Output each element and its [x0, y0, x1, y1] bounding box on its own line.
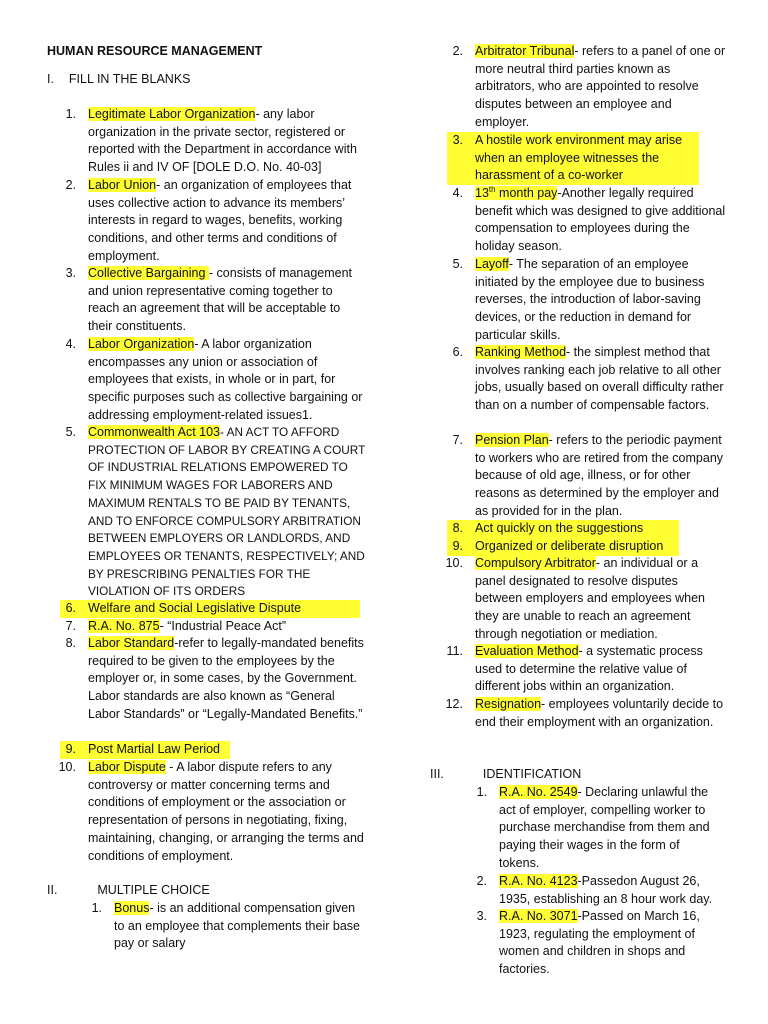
item-number: 4. [65, 337, 76, 351]
item-definition: - refers to a panel of one or more neutral third parties known as arbitrators, who are appointed to resolve disputes between an employee and employer. [475, 44, 726, 129]
item-number: 8. [65, 636, 76, 650]
item-number: 2. [452, 44, 463, 58]
item-number: 11. [446, 644, 463, 658]
item-definition: - refers to the periodic payment to workers who are retired from the company because of old age, illness, or for other reasons as determined by the employer and as provided for in the plan. [475, 433, 724, 518]
answer-text: month pay [495, 186, 558, 200]
item-definition: - AN ACT TO AFFORD PROTECTION OF LABOR BY CREATING A COURT OF INDUSTRIAL RELATIONS EMPOWERED TO FIX MINIMUM WAGES FOR LABORERS AND MAXIMUM RENTALS TO BE PAID BY TENANTS, AND TO ENFORCE COMPULSORY ARBITRATION BETWEEN EMPLOYERS OR LANDLORDS, AND EMPLOYEES OR TENANTS, RESPECTIVELY; AND BY PRESCRIBING PENALTIES FOR THE VIOLATION OF ITS ORDERS [88, 425, 366, 599]
item-number: 9. [65, 742, 76, 756]
item-number: 6. [65, 601, 76, 615]
section-heading-identification [430, 767, 581, 781]
section-heading-fill-in-blanks [47, 72, 191, 86]
answer-highlight: A hostile work environment may arise when an employee witnesses the harassment of a co-worker [475, 133, 683, 183]
item-number: 8. [452, 521, 463, 535]
item-number: 1. [476, 785, 487, 799]
document-title: HUMAN RESOURCE MANAGEMENT [47, 44, 263, 58]
item-number: 5. [65, 425, 76, 439]
answer-highlight: Labor Dispute [88, 760, 166, 774]
item-definition: -Another legally required benefit which was designed to give additional compensation to employees during the holiday season. [475, 186, 726, 254]
answer-highlight: Evaluation Method [475, 644, 579, 658]
item-definition: - Declaring unlawful the act of employer, compelling worker to purchase merchandise from them and paying their wages in the form of tokens. [499, 785, 710, 870]
answer-highlight: Arbitrator Tribunal [475, 44, 575, 58]
item-number: 9. [452, 539, 463, 553]
answer-number: 13 [475, 186, 489, 200]
item-number: 2. [476, 874, 487, 888]
answer-highlight: Compulsory Arbitrator [475, 556, 596, 570]
section-label: IDENTIFICATION [482, 767, 582, 781]
answer-highlight: Post Martial Law Period [88, 742, 221, 756]
item-definition: - “Industrial Peace Act” [159, 619, 287, 633]
section-label: MULTIPLE CHOICE [97, 883, 210, 897]
item-definition: - consists of management and union representative coming together to reach an agreement that will be acceptable to their constituents. [88, 266, 353, 334]
answer-highlight: Labor Standard [88, 636, 175, 650]
answer-highlight: Legitimate Labor Organization [88, 107, 256, 121]
item-definition: - A labor dispute refers to any controversy or matter concerning terms and conditions of employment or the association or representation of persons in negotiating, fixing, maintaining, changing, or arranging the terms and conditions of employment. [88, 760, 364, 863]
item-definition: - an individual or a panel designated to resolve disputes between employers and employees when they are unable to reach an agreement through negotiation or mediation. [475, 556, 705, 641]
item-definition: - a systematic process used to determine the relative value of different jobs within an organization. [475, 644, 703, 694]
answer-highlight: Collective Bargaining [88, 266, 209, 280]
answer-highlight: Layoff [475, 257, 509, 271]
section-number: I. [47, 72, 54, 86]
item-number: 3. [65, 266, 76, 280]
answer-highlight [475, 186, 557, 200]
item-number: 5. [452, 257, 463, 271]
item-definition: - the simplest method that involves ranking each job relative to all other jobs, usually based on overall difficulty rather than on a number of compensable factors. [475, 345, 724, 413]
item-number: 3. [452, 133, 463, 147]
item-definition: - an organization of employees that uses collective action to advance its members’ interests in regard to wages, benefits, working conditions, and other terms and conditions of employment. [88, 178, 352, 263]
item-number: 4. [452, 186, 463, 200]
item-definition: - any labor organization in the private sector, registered or reported with the Department in accordance with Rules ii and IV OF [DOLE D.O. No. 40-03] [88, 107, 357, 175]
item-number: 6. [452, 345, 463, 359]
answer-highlight: Welfare and Social Legislative Dispute [88, 601, 302, 615]
section-label: FILL IN THE BLANKS [68, 72, 191, 86]
item-definition: -refer to legally-mandated benefits required to be given to the employees by the employer or, in some cases, by the Government. Labor standards are also known as “General Labor Standards” or “Legally-Mandated Benefits.” [88, 636, 364, 721]
section-heading-multiple-choice [47, 883, 210, 897]
item-number: 3. [476, 909, 487, 923]
item-number: 1. [91, 901, 102, 915]
item-number: 1. [65, 107, 76, 121]
section-number: III. [430, 767, 444, 781]
item-definition: - A labor organization encompasses any union or association of employees that exists, in whole or in part, for specific purposes such as collective bargaining or addressing employment-related issues1. [88, 337, 363, 422]
answer-highlight: Bonus [114, 901, 150, 915]
item-number: 7. [452, 433, 463, 447]
item-definition: - is an additional compensation given to an employee that complements their base pay or salary [114, 901, 360, 951]
answer-highlight: R.A. No. 4123 [499, 874, 578, 888]
answer-highlight: Resignation [475, 697, 542, 711]
item-number: 7. [65, 619, 76, 633]
ordinal-suffix: th [488, 184, 496, 194]
item-definition: - The separation of an employee initiated by the employee due to business reverses, the introduction of labor-saving devices, or the reduction in demand for particular skills. [475, 257, 705, 342]
answer-highlight: Commonwealth Act 103 [88, 425, 221, 439]
answer-highlight: Labor Union [88, 178, 157, 192]
answer-highlight: Labor Organization [88, 337, 195, 351]
item-definition: -Passed on March 16, 1923, regulating the employment of women and children in shops and factories. [499, 909, 700, 977]
item-number: 10. [445, 556, 463, 570]
answer-highlight: Act quickly on the suggestions [475, 521, 644, 535]
answer-highlight: R.A. No. 3071 [499, 909, 578, 923]
section-number: II. [47, 883, 58, 897]
answer-highlight: Pension Plan [475, 433, 549, 447]
item-definition: - employees voluntarily decide to end their employment with an organization. [475, 697, 724, 729]
item-number: 10. [58, 760, 76, 774]
answer-highlight: Ranking Method [475, 345, 567, 359]
answer-highlight: R.A. No. 2549 [499, 785, 578, 799]
answer-highlight: Organized or deliberate disruption [475, 539, 664, 553]
item-definition: -Passedon August 26, 1935, establishing an 8 hour work day. [499, 874, 713, 906]
answer-highlight: R.A. No. 875 [88, 619, 160, 633]
item-number: 12. [445, 697, 463, 711]
item-number: 2. [65, 178, 76, 192]
